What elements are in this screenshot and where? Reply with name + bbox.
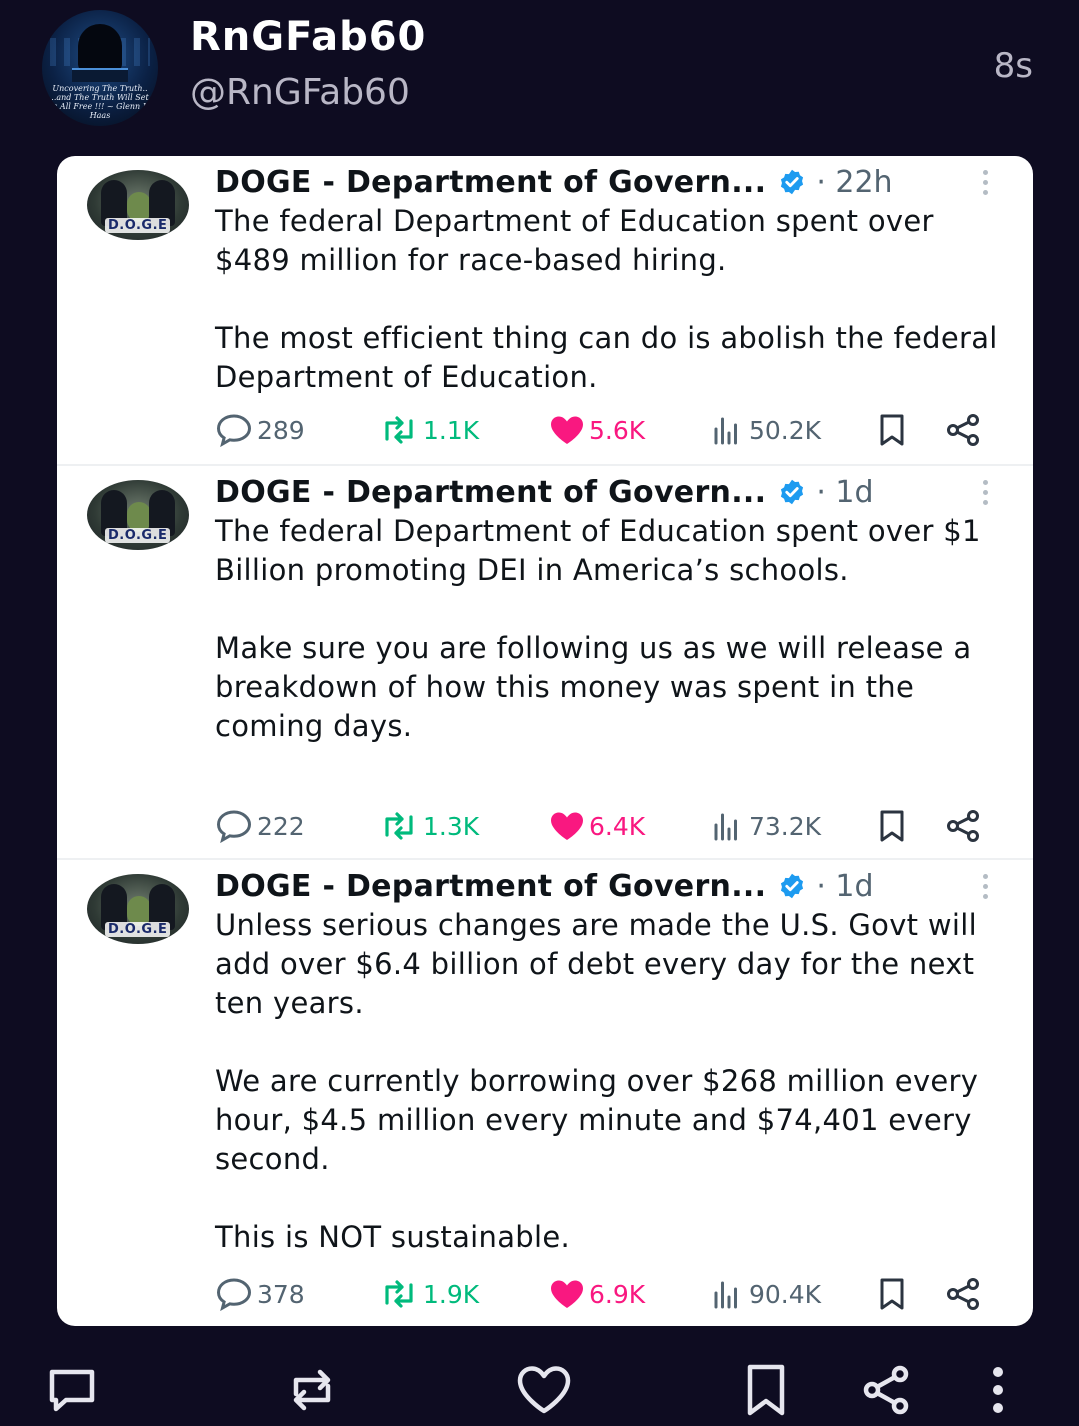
tweet-paragraph: Unless serious changes are made the U.S. Govt will add over $6.4 billion of debt every day for the next ten years. [215,908,977,1020]
share-icon [945,806,981,846]
reply-icon [215,809,253,843]
doge-avatar [87,480,189,550]
tweet-text [215,512,1015,746]
doge-avatar-label: D.O.G.E [105,218,170,233]
like-count: 6.4K [549,806,645,846]
tweet-actions [57,806,1033,846]
heart-icon [549,1279,585,1309]
reply-button[interactable] [44,1362,100,1418]
like-count: 6.9K [549,1274,645,1314]
tweet-paragraph: The federal Department of Education spent over $489 million for race-based hiring. [215,204,934,277]
tweet-header [215,866,874,906]
tweet-author: DOGE - Department of Govern... [215,474,767,510]
share-icon [945,1274,981,1314]
bookmark-button[interactable] [738,1362,794,1418]
bookmark-icon [877,410,907,450]
tweet-paragraph: This is NOT sustainable. [215,1220,570,1254]
bookmark-icon [744,1363,788,1417]
reply-count: 222 [215,806,305,846]
tweet-header [215,162,893,202]
tweet-age: · 1d [816,868,874,904]
display-name[interactable]: RnGFab60 [190,14,427,60]
tweet-header [215,472,874,512]
post-action-bar [0,1340,1079,1426]
doge-avatar [87,874,189,944]
reply-icon [215,1277,253,1311]
embedded-tweet [57,860,1033,1326]
verified-badge-icon [778,478,806,506]
like-button[interactable] [516,1362,572,1418]
embedded-screenshot[interactable] [57,156,1033,1326]
avatar-caption: Uncovering The Truth.. ..and The Truth Will Set Us All Free !!! ~ Glenn M. Haas [46,84,154,120]
tweet-age: · 22h [816,164,893,200]
reply-count: 289 [215,410,305,450]
view-count: 90.4K [709,1274,821,1314]
user-handle[interactable]: @RnGFab60 [190,72,410,113]
repost-icon [379,415,419,445]
verified-badge-icon [778,168,806,196]
repost-icon [286,1364,338,1416]
tweet-author: DOGE - Department of Govern... [215,164,767,200]
repost-icon [379,1279,419,1309]
views-bar-chart-icon [709,811,745,841]
views-bar-chart-icon [709,1279,745,1309]
verified-badge-icon [778,872,806,900]
post-header [0,0,1079,140]
repost-count: 1.1K [379,410,479,450]
view-count: 50.2K [709,410,821,450]
share-icon [945,410,981,450]
avatar-laptop [72,68,128,82]
bookmark-icon [877,1274,907,1314]
more-options-icon [983,874,989,902]
reply-count: 378 [215,1274,305,1314]
more-vertical-icon [988,1364,1008,1416]
avatar-hooded-figure [78,24,122,72]
tweet-paragraph: We are currently borrowing over $268 million every hour, $4.5 million every minute and $74,401 every second. [215,1064,979,1176]
doge-avatar-label: D.O.G.E [105,528,170,543]
heart-icon [549,415,585,445]
bookmark-icon [877,806,907,846]
more-options-button[interactable] [970,1362,1026,1418]
views-bar-chart-icon [709,415,745,445]
more-options-icon [983,480,989,508]
tweet-paragraph: Make sure you are following us as we will release a breakdown of how this money was spent in the coming days. [215,631,972,743]
tweet-actions [57,1274,1033,1314]
heart-icon [549,811,585,841]
tweet-actions [57,410,1033,450]
doge-avatar [87,170,189,240]
avatar[interactable] [42,10,158,126]
more-options-icon [983,170,989,198]
doge-avatar-label: D.O.G.E [105,922,170,937]
repost-button[interactable] [284,1362,340,1418]
embedded-tweet [57,156,1033,466]
tweet-paragraph: The federal Department of Education spent over $1 Billion promoting DEI in America’s schools. [215,514,981,587]
view-count: 73.2K [709,806,821,846]
tweet-text [215,906,1015,1257]
tweet-age: · 1d [816,474,874,510]
reply-icon [46,1366,98,1414]
repost-count: 1.9K [379,1274,479,1314]
like-count: 5.6K [549,410,645,450]
share-button[interactable] [858,1362,914,1418]
tweet-paragraph: The most efficient thing can do is abolish the federal Department of Education. [215,321,998,394]
repost-count: 1.3K [379,806,479,846]
heart-icon [516,1365,572,1415]
reply-icon [215,413,253,447]
share-icon [860,1364,912,1416]
tweet-text [215,202,1015,397]
tweet-author: DOGE - Department of Govern... [215,868,767,904]
post-timestamp: 8s [993,46,1033,86]
repost-icon [379,811,419,841]
embedded-tweet [57,466,1033,860]
